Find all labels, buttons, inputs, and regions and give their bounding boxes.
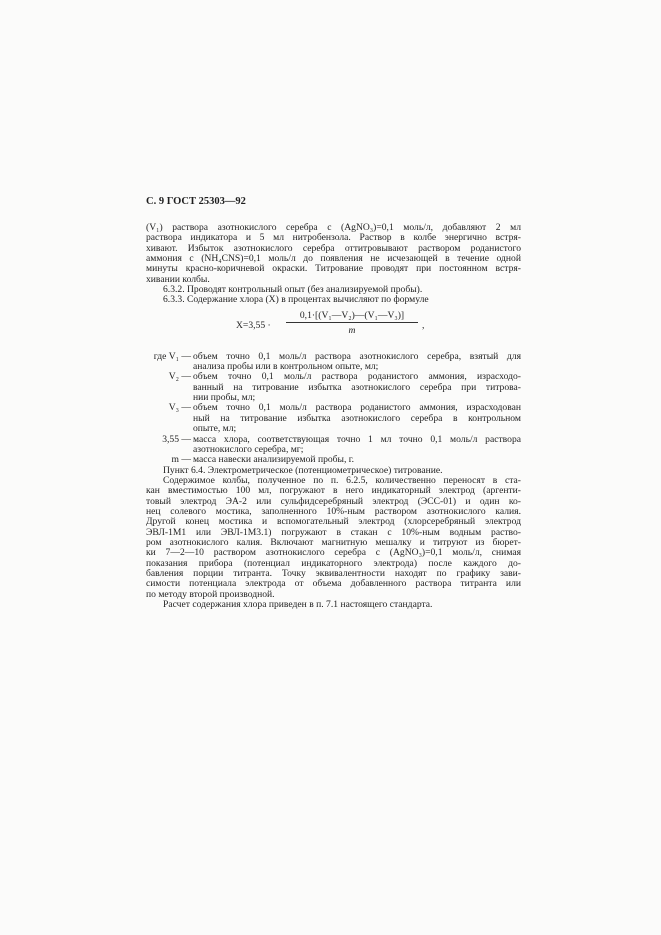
text-line: ный на титрование избытка азотнокислого серебра в контрольном — [193, 412, 521, 424]
item-6-3-2: 6.3.2. Проводят контрольный опыт (без анализируемой пробы). — [163, 284, 423, 296]
paragraph-titration — [146, 223, 521, 306]
text-line: нии пробы, мл; — [193, 392, 256, 404]
text-line: азотнокислого серебра, мг; — [193, 443, 304, 455]
definition-v3 — [146, 403, 521, 434]
text-line: симости потенциала электрода от объема добавленного раствора титранта или — [146, 578, 521, 590]
item-6-3-3: 6.3.3. Содержание хлора (X) в процентах вычисляют по формуле — [163, 294, 429, 306]
paragraph-potentiometric — [146, 476, 521, 610]
definition-v1 — [146, 352, 521, 373]
text-line: Содержимое колбы, полученное по п. 6.2.5, количественно переносят в ста- — [163, 474, 521, 486]
text-line: бавления порции титранта. Точку эквивалентности находят по графику зави- — [146, 567, 521, 579]
definition-label: V₂ — — [168, 371, 191, 383]
formula-denominator: m — [348, 324, 356, 336]
text-line: товый электрод ЭА-2 или сульфидсеребряный электрод (ЭСС-01) и один ко- — [146, 495, 521, 507]
text-line: ки 7—2—10 раствором азотнокислого серебра c (AgNO₃)=0,1 моль/л, снимая — [146, 547, 521, 559]
definition-label: где V₁ — — [153, 350, 191, 362]
definitions-list — [146, 352, 521, 476]
text-line: объем точно 0,1 моль/л раствора роданистого аммония, израсходо- — [193, 371, 521, 383]
formula-numerator: 0,1·[(V₁—V₂)—(V₁—V₃)] — [286, 311, 418, 323]
punkt-6-4: Пункт 6.4. Электрометрическое (потенциометрическое) титрование. — [163, 464, 443, 476]
text-line: показания прибора (потенциал индикаторного электрода) после каждого до- — [146, 557, 521, 569]
text-line: нец солевого мостика, заполненного 10%-ным раствором азотнокислого калия. — [146, 505, 521, 517]
definition-label: V₃ — — [168, 402, 191, 414]
text-line: раствора индикатора и 5 мл нитробензола. Раствор в колбе энергично встря- — [146, 232, 521, 244]
text-line: анализа пробы или в контрольном опыте, мл; — [193, 361, 379, 373]
text-line: хивают. Избыток азотнокислого серебра оттитровывают раствором роданистого — [146, 242, 521, 254]
page-body — [146, 223, 521, 610]
definition-v2 — [146, 372, 521, 403]
definition-label: 3,55 — — [162, 433, 191, 445]
final-note: Расчет содержания хлора приведен в п. 7.1 настоящего стандарта. — [163, 599, 433, 610]
formula-lhs: X=3,55 · — [236, 319, 271, 331]
text-line: масса хлора, соответствующая точно 1 мл точно 0,1 моль/л раствора — [193, 433, 521, 445]
text-line: объем точно 0,1 моль/л раствора азотнокислого серебра, взятый для — [193, 350, 521, 362]
text-line: ЭВЛ-1М1 или ЭВЛ-1М3.1) погружают в стакан с 10%-ным водным раство- — [146, 526, 521, 538]
text-line: по методу второй производной. — [146, 588, 275, 600]
text-line: ванный на титрование избытка азотнокислого серебра при титрова- — [193, 381, 521, 393]
text-line: аммония c (NH₄CNS)=0,1 моль/л до появления не исчезающей в течение одной — [146, 253, 521, 265]
text-line: кан вместимостью 100 мл, погружают в него индикаторный электрод (аргенти- — [146, 485, 521, 497]
definition-3-55 — [146, 435, 521, 456]
definition-m — [146, 455, 521, 465]
text-line: хивании колбы. — [146, 273, 210, 285]
text-line: ром азотнокислого калия. Включают магнитную мешалку и титруют из бюрет- — [146, 536, 521, 548]
formula-comma: , — [422, 319, 425, 331]
text-line: объем точно 0,1 моль/л раствора роданистого аммония, израсходован — [193, 402, 521, 414]
text-line: (V₁) раствора азотнокислого серебра c (AgNO₃)=0,1 моль/л, добавляют 2 мл — [146, 222, 521, 233]
definition-label: m — — [171, 454, 191, 466]
page-header: С. 9 ГОСТ 25303—92 — [146, 196, 246, 207]
text-line: минуты красно-коричневой окраски. Титрование проводят при постоянном встря- — [146, 263, 521, 275]
text-line: Другой конец мостика и вспомогательный электрод (хлорсеребряный электрод — [146, 516, 521, 528]
chlorine-formula — [146, 310, 521, 346]
text-line: опыте, мл; — [193, 423, 237, 435]
text-line: масса навески анализируемой пробы, г. — [193, 454, 355, 466]
